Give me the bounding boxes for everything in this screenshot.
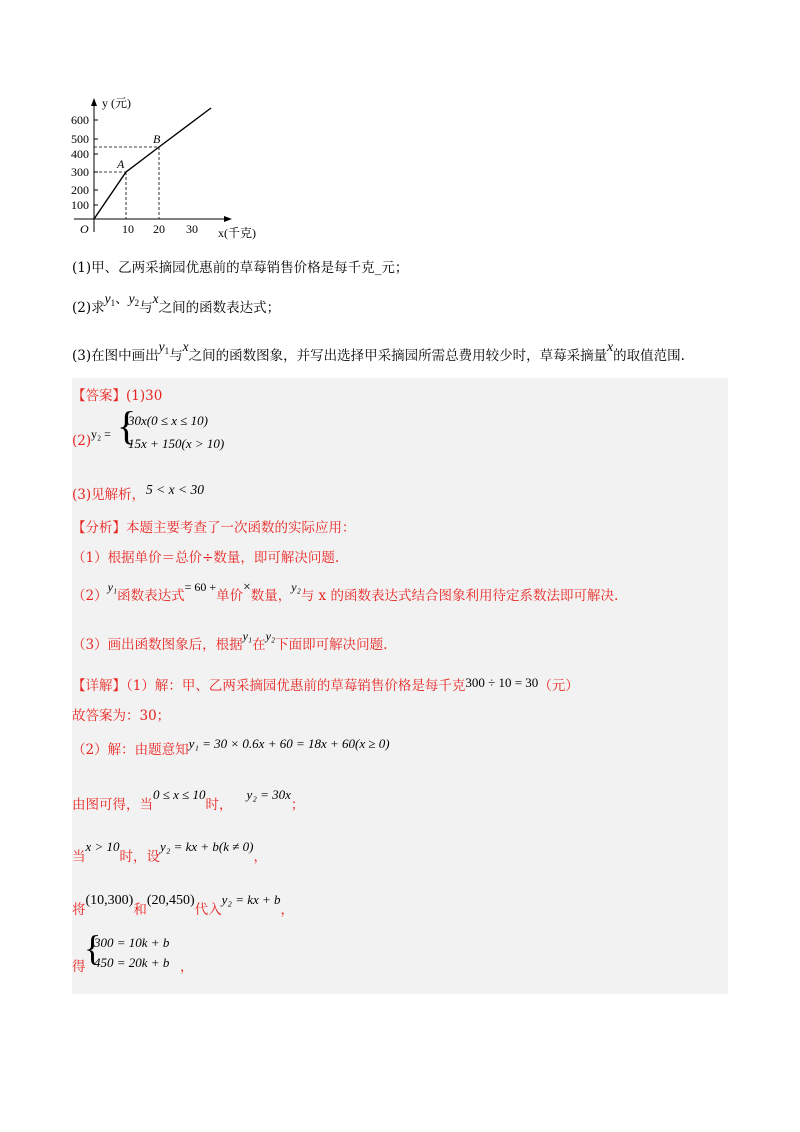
- y-tick-100: 100: [71, 198, 89, 212]
- p2-y2: y₂: [291, 580, 301, 594]
- p2-y1: y₁: [107, 580, 118, 594]
- detail-1-unit: （元）: [538, 678, 579, 694]
- d3-b: 时，: [205, 797, 233, 813]
- d4-a: 当: [72, 849, 86, 865]
- analysis-label: 【分析】: [72, 520, 126, 536]
- q3-suffix: 的取值范围.: [613, 348, 685, 364]
- q2-x: x: [152, 291, 159, 306]
- answer-3: [72, 483, 145, 503]
- detail-1-text: （1）解：甲、乙两采摘园优惠前的草莓销售价格是每千克: [126, 678, 466, 694]
- origin-label: O: [80, 222, 89, 236]
- d3-a: 由图可得，当: [72, 797, 153, 813]
- x-tick-30: 30: [186, 222, 198, 236]
- y2-line: [94, 108, 211, 219]
- p3-y2: y₂: [265, 629, 276, 643]
- detail-5: [72, 892, 295, 919]
- answer-label: 【答案】: [72, 388, 126, 404]
- q2-prefix: (2)求: [72, 300, 105, 316]
- d5-c: ，: [280, 902, 295, 918]
- d4-c: ，: [253, 849, 267, 865]
- analysis-intro-text: 本题主要考查了一次函数的实际应用：: [126, 520, 356, 536]
- detail-2-text: （2）解：由题意知: [72, 742, 189, 758]
- y-tick-200: 200: [71, 183, 89, 197]
- detail-1-answer: 故答案为：30；: [72, 708, 171, 724]
- answer-3-range: 5 < x < 30: [146, 482, 204, 497]
- y-tick-600: 600: [71, 113, 89, 127]
- detail-1: [72, 674, 579, 694]
- analysis-intro: [72, 516, 356, 536]
- answer-2-lhs: y₂ =: [91, 427, 111, 441]
- p3-suffix: 下面即可解决问题.: [275, 637, 388, 653]
- d5-b: 代入: [194, 902, 222, 918]
- question-2: [72, 291, 281, 317]
- answer-2-prefix: (2): [72, 433, 92, 449]
- analysis-p2: [72, 579, 619, 604]
- answer-2-line-1: 30x(0 ≤ x ≤ 10): [128, 413, 208, 428]
- detail-label: 【详解】: [72, 678, 126, 694]
- analysis-p1: （1）根据单价＝总价÷数量，即可解决问题.: [72, 550, 340, 566]
- detail-4: [72, 839, 267, 865]
- p2-b: 单价: [216, 588, 244, 604]
- point-a-label: A: [117, 157, 125, 171]
- p2-times: ×: [243, 579, 251, 594]
- question-3: [72, 339, 685, 365]
- q3-prefix: (3)在图中画出: [72, 348, 159, 364]
- detail-6-line-1: 300 = 10k + b: [94, 935, 170, 950]
- answer-1: (1)30: [126, 388, 163, 404]
- detail-6-comma: ，: [180, 959, 194, 975]
- q3-y1: $y_1$: [158, 339, 170, 356]
- d3-eq: y₂ = 30x: [246, 787, 291, 802]
- p3-y1: y₁: [242, 629, 253, 643]
- d5-eq: y₂ = kx + b: [221, 892, 281, 907]
- p3-in: 在: [252, 637, 266, 653]
- x-tick-20: 20: [153, 222, 165, 236]
- question-1: (1)甲、乙两采摘园优惠前的草莓销售价格是每千克_元；: [72, 260, 409, 276]
- d3-c: ；: [290, 797, 305, 813]
- q3-x: x: [182, 339, 189, 354]
- q3-with: 与: [169, 348, 183, 364]
- p3-prefix: （3）画出函数图象后，根据: [72, 637, 243, 653]
- q2-with: 与: [139, 300, 153, 316]
- y-tick-500: 500: [71, 132, 89, 146]
- detail-2-formula: y₁ = 30 × 0.6x + 60 = 18x + 60(x ≥ 0): [188, 736, 390, 751]
- guide-lines: [94, 147, 159, 219]
- x-axis-arrow: [224, 216, 232, 222]
- d4-eq: y₂ = kx + b(k ≠ 0): [160, 839, 254, 854]
- y-tick-400: 400: [71, 147, 89, 161]
- p2-d: 与 x 的函数表达式结合图象利用待定系数法即可解决.: [300, 588, 619, 604]
- y-axis-label: y (元): [102, 96, 131, 110]
- q2-y1: $y_1$: [104, 291, 116, 308]
- d5-and: 和: [133, 902, 147, 918]
- p2-eq: = 60 +: [184, 580, 217, 594]
- q3-mid: 之间的函数图象，并写出选择甲采摘园所需总费用较少时，草莓采摘量: [188, 348, 608, 364]
- p2-c: 数量，: [250, 588, 292, 604]
- detail-6-line-2: 450 = 20k + b: [94, 955, 170, 970]
- y-axis-arrow: [91, 98, 97, 106]
- detail-6-get: 得: [72, 959, 86, 975]
- x-axis-label: x(千克): [218, 226, 256, 240]
- answer-3-prefix: (3)见解析，: [72, 487, 146, 503]
- y-tick-300: 300: [71, 165, 89, 179]
- q2-sep: 、: [115, 291, 129, 307]
- detail-6-brace: {: [84, 928, 102, 968]
- d5-point-2: (20,450): [146, 893, 195, 908]
- analysis-p3: [72, 629, 388, 653]
- p2-a: 函数表达式: [117, 588, 185, 604]
- detail-2: [72, 738, 390, 758]
- q2-y2: $y_2$: [128, 291, 140, 308]
- detail-1-formula: 300 ÷ 10 = 30: [465, 675, 539, 690]
- y-ticks: [94, 120, 98, 205]
- d5-a: 将: [72, 902, 86, 918]
- detail-3: [72, 787, 305, 813]
- d4-cond: x > 10: [85, 839, 120, 854]
- d3-range: 0 ≤ x ≤ 10: [153, 787, 206, 802]
- q2-suffix: 之间的函数表达式；: [158, 300, 281, 316]
- p2-prefix: （2）: [72, 588, 108, 604]
- d5-point-1: (10,300): [85, 893, 134, 908]
- answer-2-brace: {: [117, 403, 137, 448]
- answer-2-line-2: 15x + 150(x > 10): [128, 436, 225, 451]
- point-b-label: B: [153, 132, 161, 146]
- answer-line-1: [72, 384, 162, 404]
- function-graph: [66, 92, 266, 242]
- x-tick-10: 10: [122, 222, 134, 236]
- d4-b: 时，设: [119, 849, 161, 865]
- q3-x2: x: [607, 339, 614, 354]
